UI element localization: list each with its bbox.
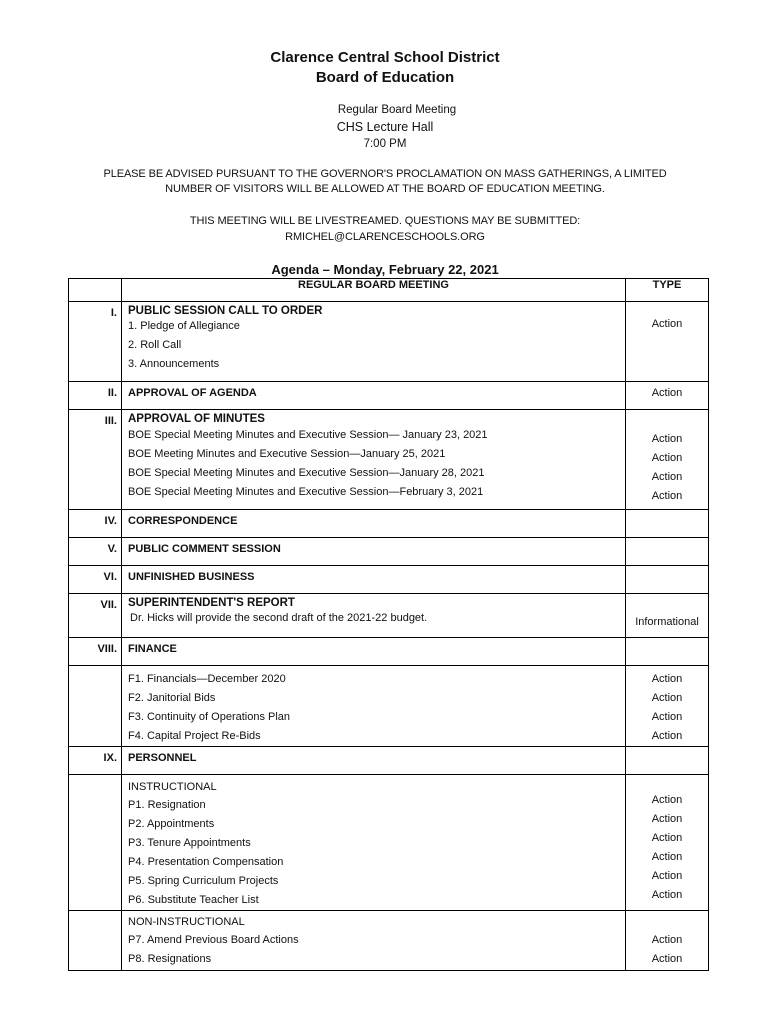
- section-types: [626, 911, 709, 971]
- item-type: Action: [651, 813, 683, 825]
- agenda-section-row: [69, 594, 709, 638]
- section-number: IV.: [69, 510, 122, 538]
- section-item: P4. Presentation Compensation: [128, 856, 284, 868]
- item-type: Action: [651, 730, 683, 742]
- item-type: Action: [651, 794, 683, 806]
- agenda-items-row: [69, 775, 709, 911]
- section-types: [626, 775, 709, 911]
- agenda-section-row: [69, 510, 709, 538]
- section-title: PUBLIC SESSION CALL TO ORDER: [128, 305, 323, 317]
- agenda-section-row: [69, 747, 709, 775]
- section-item: 1. Pledge of Allegiance: [128, 320, 240, 332]
- section-number: IX.: [69, 747, 122, 775]
- agenda-section-row: [69, 302, 709, 382]
- item-type: Action: [651, 452, 683, 464]
- section-content: [122, 302, 626, 382]
- item-type: Action: [651, 433, 683, 445]
- empty-num-cell: [69, 666, 122, 747]
- agenda-table: [68, 278, 709, 971]
- section-number: I.: [69, 302, 122, 382]
- board-name: Board of Education: [315, 69, 455, 86]
- section-type: [626, 638, 709, 666]
- item-type: Action: [651, 471, 683, 483]
- section-item: P1. Resignation: [128, 799, 206, 811]
- district-name: Clarence Central School District: [270, 49, 500, 66]
- section-item: F3. Continuity of Operations Plan: [128, 711, 291, 723]
- section-type: [626, 566, 709, 594]
- section-number: VII.: [69, 594, 122, 638]
- item-type: Action: [651, 851, 683, 863]
- meeting-time: 7:00 PM: [363, 138, 407, 150]
- section-item: P3. Tenure Appointments: [128, 837, 251, 849]
- section-content: [122, 594, 626, 638]
- section-item: F1. Financials—December 2020: [128, 673, 286, 685]
- section-number: III.: [69, 410, 122, 510]
- agenda-title: Agenda – Monday, February 22, 2021: [271, 262, 499, 277]
- item-type: Action: [651, 490, 683, 502]
- section-item: F2. Janitorial Bids: [128, 692, 216, 704]
- section-number: VI.: [69, 566, 122, 594]
- item-type: Action: [651, 711, 683, 723]
- section-type: Informational: [626, 594, 709, 638]
- table-header-row: [69, 279, 709, 302]
- section-number: VIII.: [69, 638, 122, 666]
- section-items: [122, 666, 626, 747]
- agenda-items-row: [69, 666, 709, 747]
- section-type: [626, 747, 709, 775]
- section-title: UNFINISHED BUSINESS: [122, 566, 626, 594]
- agenda-section-row: [69, 410, 709, 510]
- section-type: Action: [626, 302, 709, 382]
- agenda-section-row: [69, 538, 709, 566]
- agenda-section-row: [69, 638, 709, 666]
- section-items: [122, 911, 626, 971]
- agenda-section-row: [69, 566, 709, 594]
- meeting-type: Regular Board Meeting: [337, 104, 457, 116]
- item-type: Action: [651, 673, 683, 685]
- section-types: [626, 410, 709, 510]
- empty-num-cell: [69, 775, 122, 911]
- section-item: Dr. Hicks will provide the second draft of the 2021-22 budget.: [130, 612, 428, 624]
- empty-num-cell: [69, 911, 122, 971]
- section-item: F4. Capital Project Re-Bids: [128, 730, 261, 742]
- item-type: Action: [651, 692, 683, 704]
- item-type: Action: [651, 953, 683, 965]
- section-content: [122, 410, 626, 510]
- section-title: FINANCE: [122, 638, 626, 666]
- section-types: [626, 666, 709, 747]
- section-type: [626, 538, 709, 566]
- section-item: BOE Special Meeting Minutes and Executive Session—January 28, 2021: [128, 467, 485, 479]
- header-type-cell: TYPE: [626, 279, 709, 302]
- section-item: P7. Amend Previous Board Actions: [128, 934, 299, 946]
- item-type: Action: [651, 870, 683, 882]
- section-type: [626, 510, 709, 538]
- item-type: Action: [651, 832, 683, 844]
- section-item: BOE Special Meeting Minutes and Executive Session— January 23, 2021: [128, 429, 488, 441]
- section-items: [122, 775, 626, 911]
- subsection-label: NON-INSTRUCTIONAL: [128, 916, 245, 928]
- section-title: CORRESPONDENCE: [122, 510, 626, 538]
- section-title: APPROVAL OF MINUTES: [128, 413, 265, 425]
- section-item: P2. Appointments: [128, 818, 215, 830]
- agenda-items-row: [69, 911, 709, 971]
- notice-line-1: PLEASE BE ADVISED PURSUANT TO THE GOVERNOR'S PROCLAMATION ON MASS GATHERINGS, A LIMITED: [103, 168, 667, 180]
- section-item: P5. Spring Curriculum Projects: [128, 875, 279, 887]
- section-number: II.: [69, 382, 122, 410]
- item-type: Action: [651, 934, 683, 946]
- header-main-cell: REGULAR BOARD MEETING: [122, 279, 626, 302]
- section-item: BOE Special Meeting Minutes and Executive Session—February 3, 2021: [128, 486, 484, 498]
- section-title: SUPERINTENDENT'S REPORT: [128, 597, 295, 609]
- section-title: PERSONNEL: [122, 747, 626, 775]
- item-type: Action: [651, 889, 683, 901]
- section-type: Action: [626, 382, 709, 410]
- section-item: P8. Resignations: [128, 953, 212, 965]
- section-title: PUBLIC COMMENT SESSION: [122, 538, 626, 566]
- header-num-cell: [69, 279, 122, 302]
- section-title: APPROVAL OF AGENDA: [122, 382, 626, 410]
- section-item: BOE Meeting Minutes and Executive Session—January 25, 2021: [128, 448, 446, 460]
- agenda-section-row: [69, 382, 709, 410]
- notice-email: RMICHEL@CLARENCESCHOOLS.ORG: [285, 231, 485, 243]
- notice-line-3: THIS MEETING WILL BE LIVESTREAMED. QUESTIONS MAY BE SUBMITTED:: [189, 215, 581, 227]
- meeting-location: CHS Lecture Hall: [336, 120, 434, 134]
- subsection-label: INSTRUCTIONAL: [128, 781, 217, 793]
- section-item: P6. Substitute Teacher List: [128, 894, 259, 906]
- section-item: 2. Roll Call: [128, 339, 182, 351]
- section-item: 3. Announcements: [128, 358, 220, 370]
- section-number: V.: [69, 538, 122, 566]
- notice-line-2: NUMBER OF VISITORS WILL BE ALLOWED AT THE BOARD OF EDUCATION MEETING.: [165, 183, 605, 195]
